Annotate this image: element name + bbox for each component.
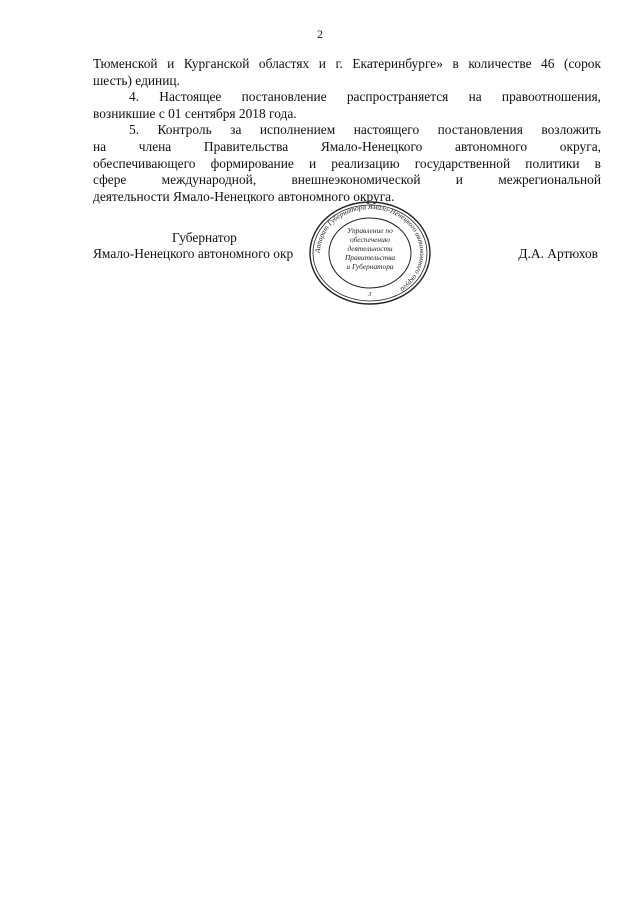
- signatory-region: Ямало-Ненецкого автономного окр: [93, 246, 294, 261]
- signatory-name: Д.А. Артюхов: [518, 246, 598, 261]
- paragraph-line: деятельности Ямало-Ненецкого автономного округа.: [93, 188, 395, 204]
- paragraph-line: обеспечивающего формирование и реализацию государственной политики в: [93, 155, 601, 171]
- page-number: 2: [317, 27, 323, 41]
- paragraph-line: шесть) единиц.: [93, 72, 180, 88]
- paragraph-line: Тюменской и Курганской областях и г. Екатеринбурге» в количестве 46 (сорок: [93, 56, 601, 71]
- paragraph-line: возникшие с 01 сентября 2018 года.: [93, 105, 297, 121]
- seal-ring-path: Аппарат Губернатора Ямало-Ненецкого автономного округа: [313, 202, 427, 294]
- seal-center-line: Управление по: [347, 226, 393, 235]
- seal-center-line: деятельности: [347, 244, 393, 253]
- seal-center-line: и Губернатора: [346, 262, 394, 271]
- seal-center-line: обеспечению: [349, 235, 391, 244]
- seal-center-line: Правительства: [344, 253, 396, 262]
- official-seal: [307, 200, 433, 306]
- body-text: [93, 56, 601, 205]
- signatory-title: Губернатор: [172, 230, 237, 245]
- paragraph-line: сфере международной, внешнеэкономической и межрегиональной: [93, 172, 601, 188]
- paragraph-line: 4. Настоящее постановление распространяется на правоотношения,: [129, 89, 601, 105]
- paragraph-line: 5. Контроль за исполнением настоящего постановления возложить: [129, 122, 601, 138]
- paragraph-line: на члена Правительства Ямало-Ненецкого автономного округа,: [93, 138, 601, 154]
- seal-number: 3: [368, 292, 372, 298]
